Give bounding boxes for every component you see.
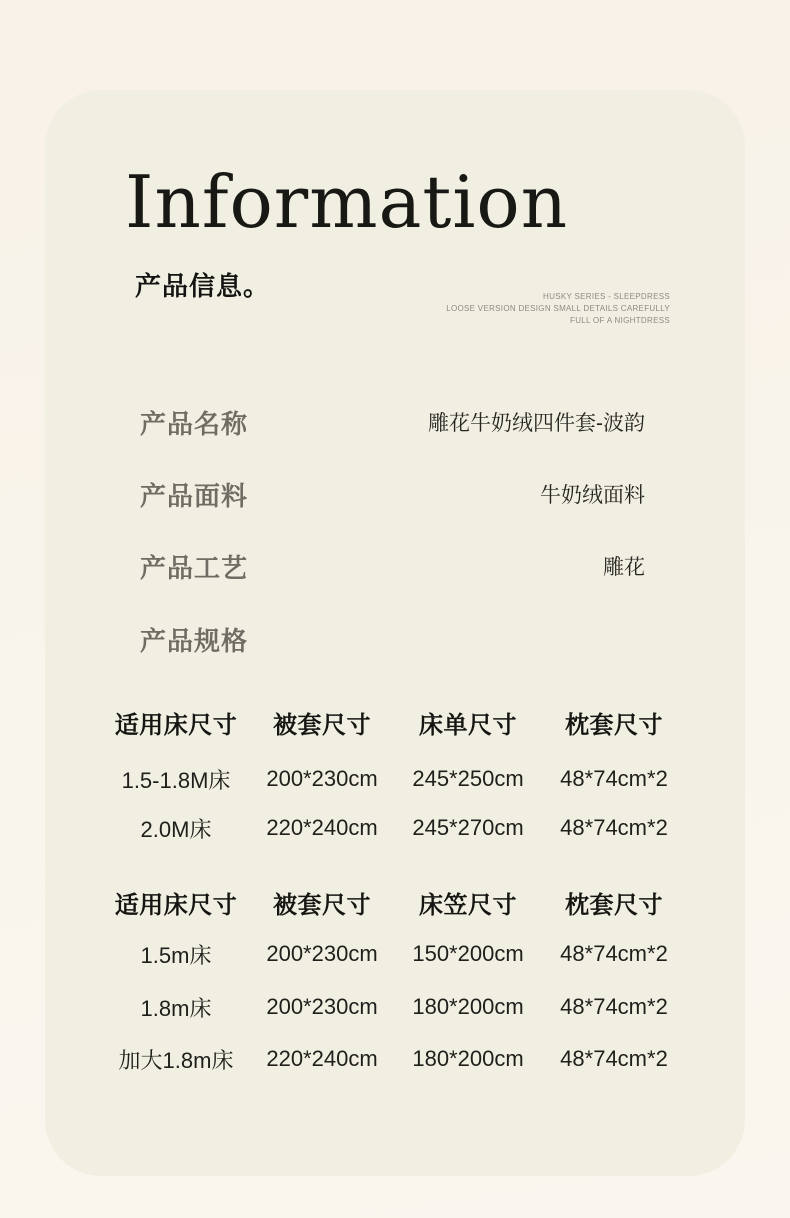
table-cell: 2.0M床: [140, 816, 212, 842]
product-info-card: [45, 90, 745, 1176]
size-table-1-header-row: [103, 705, 687, 737]
table-cell: 245*270cm: [412, 815, 524, 840]
table-cell: 48*74cm*2: [560, 815, 668, 840]
table-cell: 220*240cm: [266, 815, 378, 840]
field-row-product-fabric: [140, 477, 645, 511]
field-value: 雕花牛奶绒四件套-波韵: [428, 412, 645, 435]
table-header-cell: 枕套尺寸: [565, 892, 663, 919]
size-table-2-header-row: [103, 885, 687, 917]
table-cell: 245*250cm: [412, 766, 524, 791]
field-row-product-name: [140, 405, 645, 439]
table-cell: 200*230cm: [266, 941, 378, 966]
tagline-line: LOOSE VERSION DESIGN SMALL DETAILS CAREFULLY: [446, 304, 670, 313]
section-title-zh: 产品信息。: [135, 271, 271, 301]
table-row: [103, 1043, 687, 1075]
table-header-cell: 适用床尺寸: [114, 712, 238, 739]
table-cell: 180*200cm: [412, 1046, 524, 1071]
table-cell: 1.5m床: [140, 942, 212, 968]
field-label: 产品规格: [140, 625, 249, 656]
table-cell: 48*74cm*2: [560, 994, 668, 1019]
field-label: 产品面料: [140, 480, 249, 511]
table-header-cell: 床单尺寸: [419, 712, 517, 739]
table-row: [103, 991, 687, 1023]
table-header-cell: 床笠尺寸: [419, 892, 517, 919]
table-row: [103, 938, 687, 970]
table-row: [103, 763, 687, 795]
table-cell: 180*200cm: [412, 994, 524, 1019]
table-header-cell: 被套尺寸: [273, 712, 371, 739]
table-cell: 200*230cm: [266, 766, 378, 791]
table-cell: 1.8m床: [140, 995, 212, 1021]
table-cell: 48*74cm*2: [560, 941, 668, 966]
field-row-product-craft: [140, 549, 645, 583]
table-header-cell: 被套尺寸: [273, 892, 371, 919]
table-cell: 48*74cm*2: [560, 766, 668, 791]
table-cell: 1.5-1.8M床: [121, 767, 231, 793]
table-cell: 200*230cm: [266, 994, 378, 1019]
tagline-line: HUSKY SERIES - SLEEPDRESS: [543, 292, 670, 301]
tagline-line: FULL OF A NIGHTDRESS: [570, 316, 670, 325]
table-row: [103, 812, 687, 844]
field-label: 产品工艺: [140, 552, 249, 583]
tagline-block: [446, 291, 670, 327]
field-label: 产品名称: [140, 408, 249, 439]
field-row-product-spec: [140, 622, 645, 656]
table-cell: 加大1.8m床: [118, 1047, 234, 1073]
table-cell: 220*240cm: [266, 1046, 378, 1071]
table-header-cell: 枕套尺寸: [565, 712, 663, 739]
table-cell: 150*200cm: [412, 941, 524, 966]
page-title: Information: [125, 160, 569, 244]
field-value: 雕花: [603, 556, 645, 579]
table-cell: 48*74cm*2: [560, 1046, 668, 1071]
field-value: 牛奶绒面料: [540, 484, 645, 507]
table-header-cell: 适用床尺寸: [114, 892, 238, 919]
